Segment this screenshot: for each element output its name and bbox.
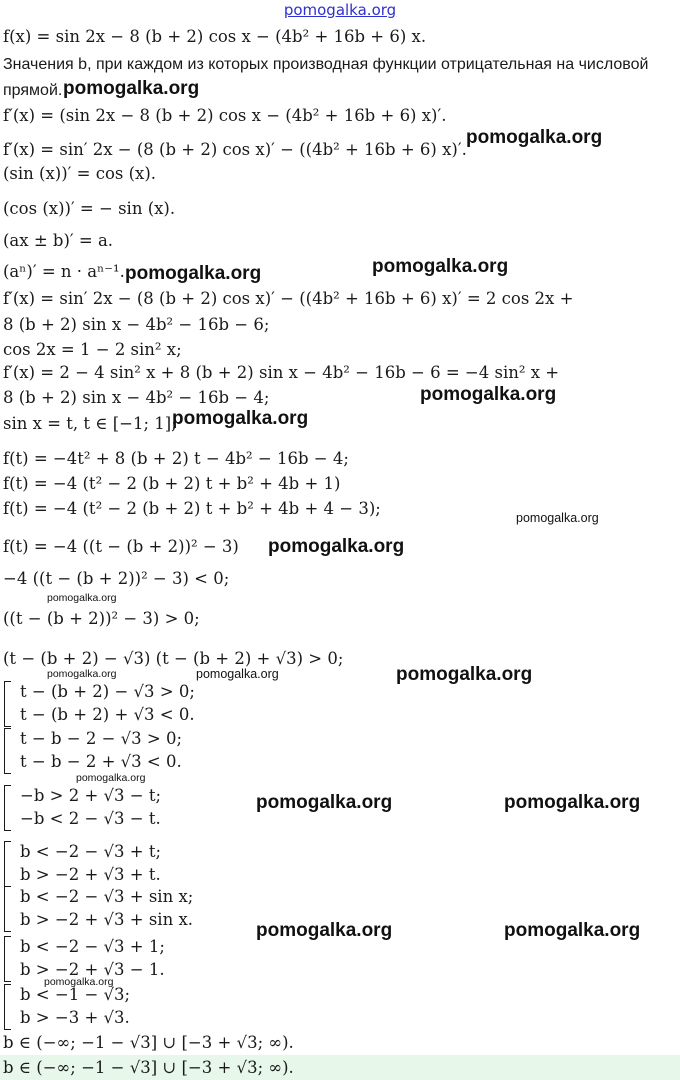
header-watermark-link[interactable]: pomogalka.org [283, 1, 397, 19]
watermark: pomogalka.org [372, 256, 509, 277]
watermark: pomogalka.org [196, 667, 279, 681]
answer-line: b ∈ (−∞; −1 − √3] ∪ [−3 + √3; ∞). [3, 1033, 294, 1052]
watermark: pomogalka.org [63, 78, 200, 99]
inequality-factored: (t − (b + 2) − √3) (t − (b + 2) + √3) > 0; [3, 649, 344, 668]
inequality-line-1: −4 ((t − (b + 2))² − 3) < 0; [3, 569, 230, 588]
ft-line-2: f(t) = −4 (t² − 2 (b + 2) t + b² + 4b + 1) [3, 474, 341, 493]
watermark: pomogalka.org [504, 792, 641, 813]
watermark: pomogalka.org [466, 127, 603, 148]
system-1-line-1: t − (b + 2) − √3 > 0; [20, 682, 195, 701]
system-7-line-2: b > −3 + √3. [20, 1008, 130, 1027]
problem-statement-end: прямой. [3, 82, 63, 99]
derivative-line-3: f′(x) = sin′ 2x − (8 (b + 2) cos x)′ − ((4b² + 16b + 6) x)′ = 2 cos 2x + [3, 289, 574, 308]
system-4-line-1: b < −2 − √3 + t; [20, 842, 162, 861]
inequality-line-2: ((t − (b + 2))² − 3) > 0; [3, 609, 200, 628]
problem-statement: Значения b, при каждом из которых производная функции отрицательная на числовой [3, 56, 649, 73]
watermark: pomogalka.org [44, 976, 114, 988]
system-5-line-2: b > −2 + √3 + sin x. [20, 910, 194, 929]
rule-power: (aⁿ)′ = n · aⁿ⁻¹. [3, 262, 125, 281]
watermark: pomogalka.org [256, 792, 393, 813]
watermark: pomogalka.org [172, 408, 309, 429]
substitution-line: sin x = t, t ∈ [−1; 1]; [3, 414, 177, 433]
system-bracket-3 [4, 785, 11, 831]
system-3-line-1: −b > 2 + √3 − t; [20, 786, 162, 805]
watermark: pomogalka.org [516, 511, 599, 525]
derivative-line-1: f′(x) = (sin 2x − 8 (b + 2) cos x − (4b² + 16b + 6) x)′. [3, 106, 447, 125]
derivative-line-3b: 8 (b + 2) sin x − 4b² − 16b − 6; [3, 315, 270, 334]
system-bracket-4 [4, 841, 11, 887]
watermark: pomogalka.org [47, 668, 117, 680]
derivative-line-4b: 8 (b + 2) sin x − 4b² − 16b − 4; [3, 388, 270, 407]
watermark: pomogalka.org [396, 664, 533, 685]
double-angle-identity: cos 2x = 1 − 2 sin² x; [3, 340, 182, 359]
system-bracket-6 [4, 936, 11, 982]
system-7-line-1: b < −1 − √3; [20, 985, 131, 1004]
system-6-line-2: b > −2 + √3 − 1. [20, 960, 165, 979]
watermark: pomogalka.org [504, 920, 641, 941]
ft-line-1: f(t) = −4t² + 8 (b + 2) t − 4b² − 16b − 4; [3, 449, 349, 468]
rule-sin: (sin (x))′ = cos (x). [3, 164, 157, 183]
watermark: pomogalka.org [47, 592, 117, 604]
watermark: pomogalka.org [125, 263, 262, 284]
watermark: pomogalka.org [420, 384, 557, 405]
system-2-line-2: t − b − 2 + √3 < 0. [20, 752, 182, 771]
rule-linear: (ax ± b)′ = a. [3, 231, 114, 250]
system-2-line-1: t − b − 2 − √3 > 0; [20, 729, 183, 748]
watermark: pomogalka.org [256, 920, 393, 941]
final-answer: b ∈ (−∞; −1 − √3] ∪ [−3 + √3; ∞). [3, 1058, 294, 1077]
watermark: pomogalka.org [268, 536, 405, 557]
function-definition: f(x) = sin 2x − 8 (b + 2) cos x − (4b² + 16b + 6) x. [3, 27, 427, 46]
system-bracket-7 [4, 984, 11, 1030]
ft-line-3: f(t) = −4 (t² − 2 (b + 2) t + b² + 4b + 4 − 3); [3, 499, 381, 518]
system-6-line-1: b < −2 − √3 + 1; [20, 937, 165, 956]
watermark: pomogalka.org [76, 772, 146, 784]
derivative-line-2: f′(x) = sin′ 2x − (8 (b + 2) cos x)′ − ((4b² + 16b + 6) x)′. [3, 140, 467, 159]
system-5-line-1: b < −2 − √3 + sin x; [20, 887, 194, 906]
rule-cos: (cos (x))′ = − sin (x). [3, 199, 176, 218]
system-1-line-2: t − (b + 2) + √3 < 0. [20, 705, 195, 724]
system-4-line-2: b > −2 + √3 + t. [20, 865, 161, 884]
derivative-line-4: f′(x) = 2 − 4 sin² x + 8 (b + 2) sin x − 4b² − 16b − 6 = −4 sin² x + [3, 363, 560, 382]
system-bracket-2 [4, 728, 11, 774]
system-bracket-1 [4, 681, 11, 727]
ft-line-4: f(t) = −4 ((t − (b + 2))² − 3) [3, 537, 239, 556]
system-3-line-2: −b < 2 − √3 − t. [20, 809, 161, 828]
system-bracket-5 [4, 886, 11, 932]
